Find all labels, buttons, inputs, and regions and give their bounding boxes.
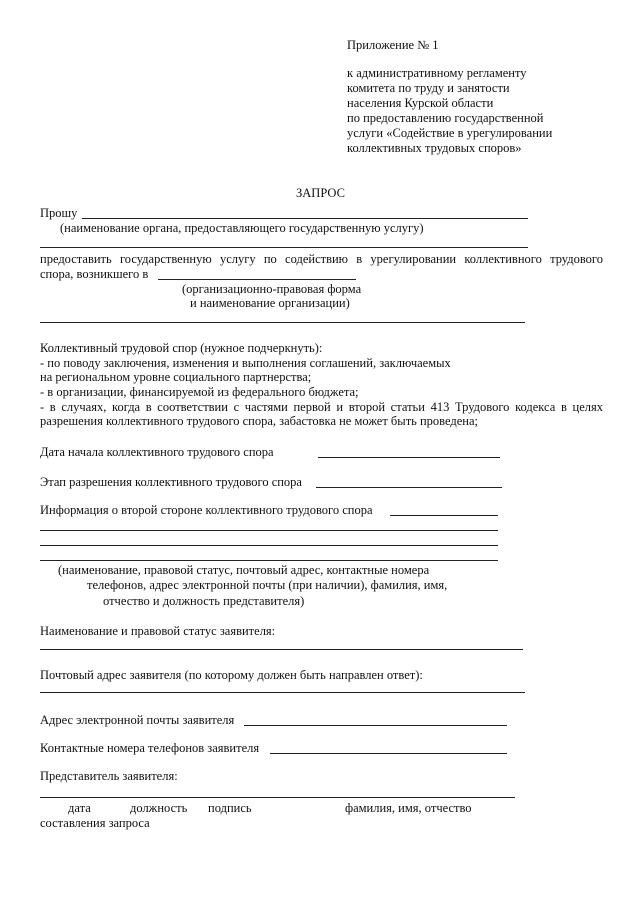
dispute-option-3[interactable]: - в случаях, когда в соответствии с частями первой и второй статьи 413 Трудового кодекса в целях — [40, 400, 603, 414]
document-title: ЗАПРОС — [296, 186, 345, 200]
request-prompt: Прошу — [40, 206, 78, 220]
start-date-label: Дата начала коллективного трудового спора — [40, 445, 274, 459]
stage-field[interactable] — [316, 487, 502, 488]
organization-field[interactable] — [158, 279, 356, 280]
signature-date-caption-2: составления запроса — [40, 816, 150, 830]
stage-label: Этап разрешения коллективного трудового спора — [40, 475, 302, 489]
dispute-option-3-cont[interactable]: разрешения коллективного трудового спора, забастовка не может быть проведена; — [40, 414, 479, 428]
regulation-line-5: услуги «Содействие в урегулировании — [347, 126, 553, 140]
regulation-line-2: комитета по труду и занятости — [347, 81, 510, 95]
organ-name-field-cont[interactable] — [40, 247, 528, 248]
appendix-title: Приложение № 1 — [347, 38, 439, 52]
dispute-heading: Коллективный трудовой спор (нужное подчеркнуть): — [40, 341, 323, 355]
second-party-hint-3: отчество и должность представителя) — [103, 594, 305, 608]
second-party-hint-1: (наименование, правовой статус, почтовый адрес, контактные номера — [58, 563, 430, 577]
dispute-option-1-cont[interactable]: на региональном уровне социального партнерства; — [40, 370, 312, 384]
regulation-line-1: к административному регламенту — [347, 66, 527, 80]
request-text-line-2: спора, возникшего в — [40, 267, 149, 281]
second-party-field-2[interactable] — [40, 530, 498, 531]
dispute-option-2[interactable]: - в организации, финансируемой из федерального бюджета; — [40, 385, 359, 399]
org-hint-line-1: (организационно-правовая форма — [182, 282, 362, 296]
applicant-name-field[interactable] — [40, 649, 523, 650]
organization-field-cont[interactable] — [40, 322, 525, 323]
signature-fullname-caption: фамилия, имя, отчество — [345, 801, 472, 815]
second-party-label: Информация о второй стороне коллективного трудового спора — [40, 503, 373, 517]
second-party-field-3[interactable] — [40, 545, 498, 546]
second-party-field-4[interactable] — [40, 560, 498, 561]
signature-position-caption: должность — [130, 801, 188, 815]
email-label: Адрес электронной почты заявителя — [40, 713, 235, 727]
postal-address-field[interactable] — [40, 692, 525, 693]
second-party-hint-2: телефонов, адрес электронной почты (при наличии), фамилия, имя, — [87, 578, 448, 592]
start-date-field[interactable] — [318, 457, 500, 458]
signature-line[interactable] — [40, 797, 515, 798]
organ-name-field[interactable] — [82, 218, 528, 219]
second-party-field[interactable] — [390, 515, 498, 516]
dispute-option-1[interactable]: - по поводу заключения, изменения и выполнения соглашений, заключаемых — [40, 356, 451, 370]
regulation-line-3: населения Курской области — [347, 96, 494, 110]
postal-address-label: Почтовый адрес заявителя (по которому должен быть направлен ответ): — [40, 668, 423, 682]
regulation-line-4: по предоставлению государственной — [347, 111, 544, 125]
org-hint-line-2: и наименование организации) — [190, 296, 350, 310]
phones-field[interactable] — [270, 753, 507, 754]
request-text-line-1: предоставить государственную услугу по содействию в урегулировании коллективного трудового — [40, 252, 603, 266]
email-field[interactable] — [244, 725, 507, 726]
signature-date-caption: дата — [68, 801, 91, 815]
regulation-line-6: коллективных трудовых споров» — [347, 141, 522, 155]
organ-hint: (наименование органа, предоставляющего государственную услугу) — [60, 221, 424, 235]
representative-label: Представитель заявителя: — [40, 769, 178, 783]
applicant-name-label: Наименование и правовой статус заявителя: — [40, 624, 276, 638]
phones-label: Контактные номера телефонов заявителя — [40, 741, 260, 755]
signature-sign-caption: подпись — [208, 801, 252, 815]
